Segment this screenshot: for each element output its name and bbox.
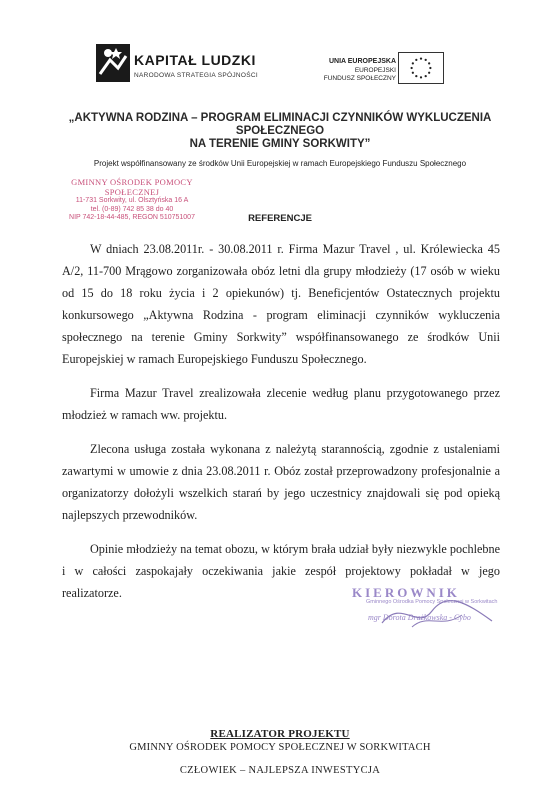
paragraph-2: Firma Mazur Travel zrealizowała zlecenie według planu przygotowanego przez młodzież w ramach ww. projektu. xyxy=(62,386,500,422)
signature-stamp xyxy=(352,585,512,622)
eu-line1: UNIA EUROPEJSKA xyxy=(328,58,396,65)
signature-name: mgr Dorota Drażkowska - Cybo xyxy=(368,613,471,622)
footer-organization: GMINNY OŚRODEK POMOCY SPOŁECZNEJ W SORKWITACH xyxy=(129,742,431,753)
kapital-ludzki-emblem-icon xyxy=(96,44,130,82)
institution-stamp xyxy=(58,177,206,223)
kapital-ludzki-logo xyxy=(96,44,296,88)
eu-line3: FUNDUSZ SPOŁECZNY xyxy=(323,75,396,82)
cofinanced-note: Projekt współfinansowany ze środków Unii Europejskiej w ramach Europejskiego Funduszu Społecznego xyxy=(93,159,467,168)
stamp-title: GMINNY OŚRODEK POMOCY SPOŁECZNEJ xyxy=(71,177,193,197)
document-title: REFERENCJE xyxy=(248,213,312,224)
stamp-nip-regon: NIP 742-18-44-485, REGON 510751007 xyxy=(69,214,195,221)
signature-scribble-icon xyxy=(372,593,502,633)
project-heading xyxy=(60,112,500,151)
eu-logo-text xyxy=(324,58,396,84)
paragraph-1: W dniach 23.08.2011r. - 30.08.2011 r. Firma Mazur Travel , ul. Królewiecka 45 A/2, 11-700 Mrągowo zorganizowała obóz letni dla grupy młodzieży (17 osób w wieku od 15 do 18 roku życia i 2 opiekunów) tj. Beneficjentów Ostatecznych projektu konkursowego „Aktywna Rodzina - program eliminacji czynników wykluczenia społecznego na terenie Gminy Sorkwity” współfinansowanego ze środków Unii Europejskiej w ramach Europejskiego Funduszu Społecznego. xyxy=(62,242,500,366)
eu-flag-icon xyxy=(398,52,444,84)
heading-line-2: SPOŁECZNEGO xyxy=(235,125,325,137)
stamp-phone: tel. (0-89) 742 85 38 do 40 xyxy=(90,205,174,213)
eu-logo xyxy=(316,56,446,86)
heading-line-1: „AKTYWNA RODZINA – PROGRAM ELIMINACJI CZYNNIKÓW WYKLUCZENIA xyxy=(68,112,492,124)
signature-institution: Gminnego Ośrodka Pomocy Społecznej w Sorkwitach xyxy=(366,599,498,605)
heading-line-3: NA TERENIE GMINY SORKWITY” xyxy=(189,138,371,150)
footer-motto: CZŁOWIEK – NAJLEPSZA INWESTYCJA xyxy=(179,765,381,776)
kapital-ludzki-title: KAPITAŁ LUDZKI xyxy=(134,52,256,68)
eu-line2: EUROPEJSKI xyxy=(354,66,396,74)
kapital-ludzki-subtitle: NARODOWA STRATEGIA SPÓJNOŚCI xyxy=(134,72,258,79)
footer xyxy=(60,728,500,776)
footer-title: REALIZATOR PROJEKTU xyxy=(210,728,350,740)
paragraph-4: Opinie młodzieży na temat obozu, w którym brała udział były niezwykle pochlebne i w całości zaspokajały oczekiwania jakie zespół projektowy pokładał w jego realizatorze. xyxy=(62,542,500,600)
stamp-address: 11-731 Sorkwity, ul. Olsztyńska 16 A xyxy=(75,197,189,204)
document-body xyxy=(62,238,500,616)
signature-title: KIEROWNIK xyxy=(352,585,460,600)
paragraph-3: Zlecona usługa została wykonana z należytą starannością, zgodnie z ustaleniami zawartymi w umowie z dnia 23.08.2011 r. Obóz został przeprowadzony profesjonalnie a organizatorzy dołożyli wszelkich starań by jego uczestnicy znajdowali się pod opieką najlepszych przewodników. xyxy=(62,442,500,522)
